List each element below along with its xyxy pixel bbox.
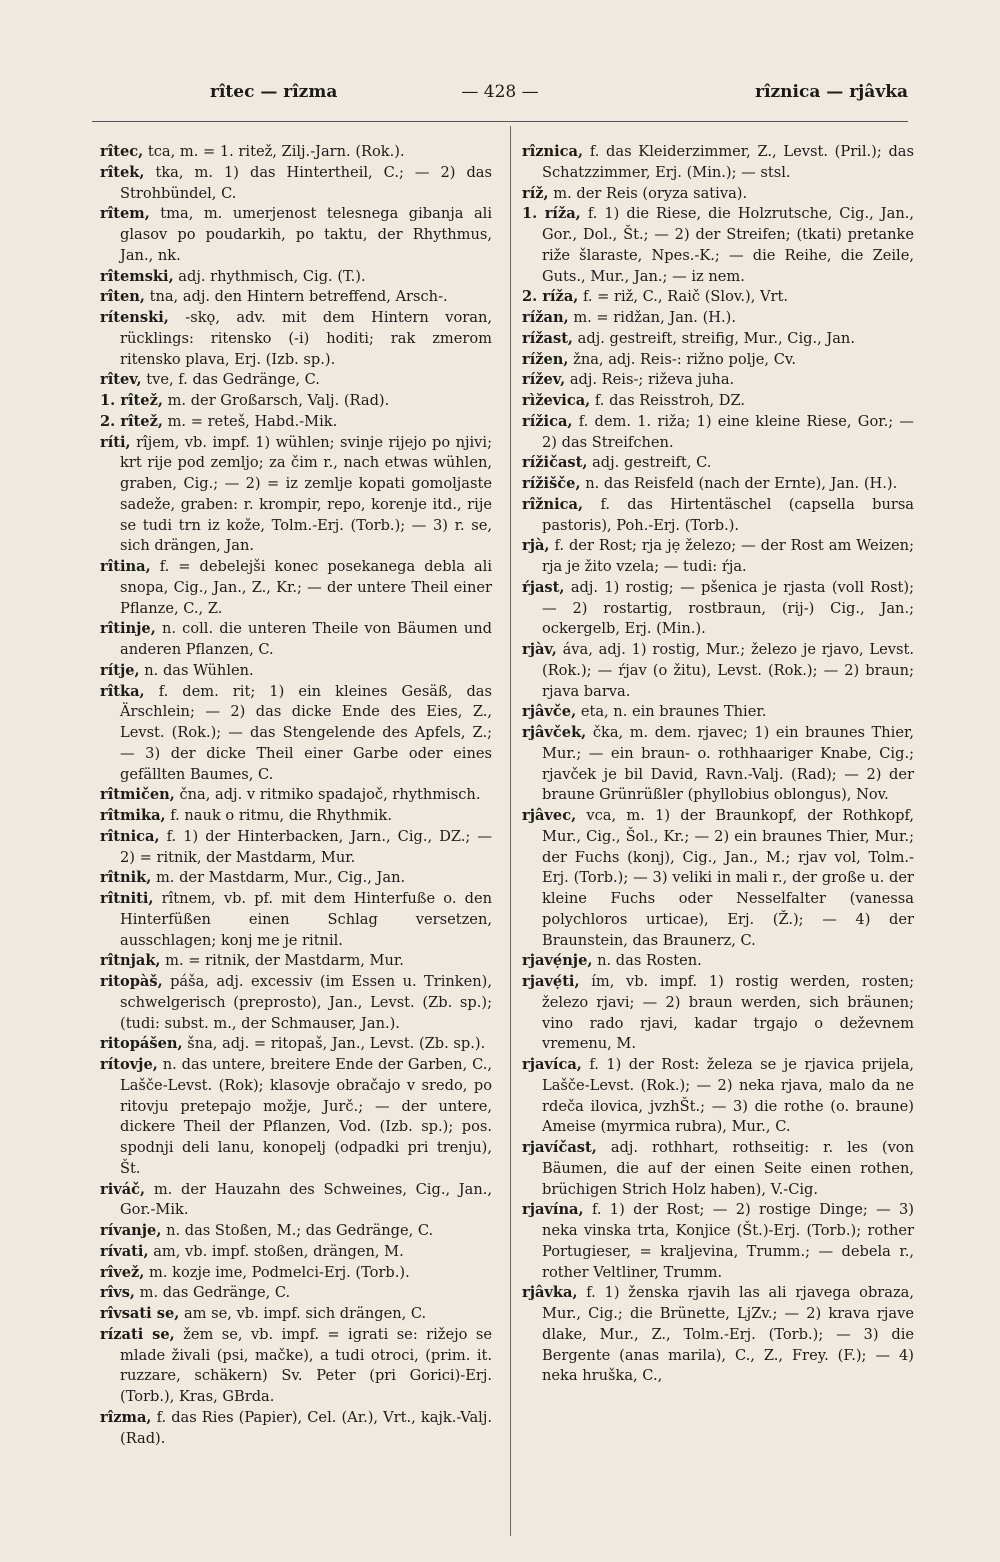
entry-definition: n. das Rosten. bbox=[597, 952, 702, 970]
page-number: — 428 — bbox=[461, 82, 539, 102]
entry-headword: ritopášen, bbox=[100, 1035, 183, 1053]
entry-headword: rîtnica, bbox=[100, 827, 160, 845]
entry-definition: f. dem. 1. riža; 1) eine kleine Riese, Gor.; — 2) das Streifchen. bbox=[542, 412, 914, 451]
entry-definition: m. der Mastdarm, Mur., Cig., Jan. bbox=[155, 869, 406, 887]
entry-headword: rjâvče, bbox=[522, 703, 577, 721]
dictionary-entry bbox=[522, 1138, 914, 1200]
entry-headword: rîtemski, bbox=[100, 267, 174, 285]
entry-definition: f. 1) der Rost: železa se je rjavica prijela, Lašče-Levst. (Rok.); — 2) neka rjava, malo da ne rdeča ilovica, jvzhŠt.; — 3) die rothe (o. braune) Ameise (myrmica rubra), Mur., C. bbox=[542, 1056, 914, 1136]
entry-headword: rîvež, bbox=[100, 1263, 145, 1281]
dictionary-entry bbox=[522, 806, 914, 951]
entry-headword: rítenski, bbox=[100, 309, 169, 326]
dictionary-entry bbox=[522, 308, 914, 329]
entry-headword: rîtev, bbox=[100, 371, 142, 389]
dictionary-entry bbox=[100, 308, 492, 370]
entry-definition: tna, adj. den Hintern betreffend, Arsch-. bbox=[149, 288, 448, 306]
dictionary-entry bbox=[100, 370, 492, 391]
entry-headword: rîtnik, bbox=[100, 869, 152, 887]
entry-headword: rîtek, bbox=[100, 163, 145, 181]
entry-headword: rîtka, bbox=[100, 682, 145, 700]
entry-headword: rîznica, bbox=[522, 143, 584, 160]
entry-definition: f. das Ries (Papier), Cel. (Ar.), Vrt., kajk.-Valj. (Rad). bbox=[120, 1408, 492, 1447]
entry-headword: rížišče, bbox=[522, 475, 581, 492]
entry-headword: rîtniti, bbox=[100, 890, 154, 907]
entry-definition: adj. rhythmisch, Cig. (T.). bbox=[178, 267, 366, 285]
dictionary-entry bbox=[100, 951, 492, 972]
dictionary-entry bbox=[100, 1263, 492, 1284]
entry-definition: m. = reteš, Habd.-Mik. bbox=[167, 412, 338, 430]
dictionary-entry bbox=[100, 1180, 492, 1222]
entry-definition: m. der Hauzahn des Schweines, Cig., Jan., Gor.-Mik. bbox=[120, 1180, 492, 1219]
right-column bbox=[522, 142, 914, 1542]
entry-headword: rîvsati se, bbox=[100, 1305, 180, 1322]
dictionary-entry bbox=[100, 412, 492, 433]
header-rule bbox=[92, 121, 908, 122]
dictionary-entry bbox=[100, 287, 492, 308]
dictionary-entry bbox=[100, 661, 492, 682]
entry-definition: rîtnem, vb. pf. mit dem Hinterfuße o. den Hinterfüßen einen Schlag versetzen, ausschlagen; konj me je ritnil. bbox=[120, 890, 492, 949]
entry-definition: f. nauk o ritmu, die Rhythmik. bbox=[170, 807, 393, 824]
dictionary-entry bbox=[100, 619, 492, 661]
entry-definition: adj. gestreift, streifig, Mur., Cig., Jan. bbox=[577, 329, 855, 347]
dictionary-entry bbox=[522, 536, 914, 578]
dictionary-entry bbox=[100, 1055, 492, 1180]
dictionary-entry bbox=[100, 1304, 492, 1325]
entry-headword: rížen, bbox=[522, 350, 569, 368]
entry-definition: n. coll. die unteren Theile von Bäumen und anderen Pflanzen, C. bbox=[120, 620, 492, 658]
entry-definition: eta, n. ein braunes Thier. bbox=[580, 703, 767, 721]
entry-headword: rjavẹ́nje, bbox=[522, 952, 593, 970]
entry-headword: rívati, bbox=[100, 1242, 149, 1260]
dictionary-entry bbox=[522, 391, 914, 412]
entry-headword: rjâvček, bbox=[522, 724, 587, 741]
entry-definition: f. 1) der Hinterbacken, Jarn., Cig., DZ.; — 2) = ritnik, der Mastdarm, Mur. bbox=[120, 827, 492, 866]
entry-definition: adj. 1) rostig; — pšenica je rjasta (voll Rost); — 2) rostartig, rostbraun, (rij-) Cig., Jan.; ockergelb, Erj. (Min.). bbox=[542, 578, 914, 638]
dictionary-entry bbox=[522, 350, 914, 371]
dictionary-entry bbox=[522, 702, 914, 723]
entry-definition: m. der Großarsch, Valj. (Rad). bbox=[167, 392, 390, 409]
entry-headword: rîtem, bbox=[100, 205, 150, 223]
entry-headword: rîten, bbox=[100, 288, 145, 306]
entry-headword: 1. rîtež, bbox=[100, 392, 163, 409]
entry-headword: rjâvec, bbox=[522, 807, 577, 824]
entry-headword: rîvs, bbox=[100, 1284, 136, 1302]
dictionary-entry bbox=[522, 184, 914, 205]
dictionary-entry bbox=[100, 785, 492, 806]
entry-definition: f. 1) der Rost; — 2) rostige Dinge; — 3) neka vinska trta, Konjice (Št.)-Erj. (Torb.); rother Portugieser, = kraljevina, Trumm.; — debela r., rother Veltliner, Trumm. bbox=[542, 1201, 914, 1281]
dictionary-entry bbox=[522, 329, 914, 350]
entry-definition: páša, adj. excessiv (im Essen u. Trinken), schwelgerisch (preprosto), Jan., Levst. (Zb. sp.); (tudi: subst. m., der Schmauser, Jan.). bbox=[120, 973, 492, 1032]
entry-definition: vca, m. 1) der Braunkopf, der Rothkopf, Mur., Cig., Šol., Kr.; — 2) ein braunes Thier, Mur.; der Fuchs (konj), Cig., Jan., M.; rjav vol, Tolm.-Erj. (Torb.); — 3) veliki in mali r., der große u. der kleine Fuchs oder Nesselfalter (vanessa polychloros urticae), Erj. (Ž.); — 4) der Braunstein, das Braunerz, C. bbox=[542, 807, 914, 949]
entry-headword: rjavẹ́ti, bbox=[522, 973, 580, 990]
dictionary-entry bbox=[522, 474, 914, 495]
entry-definition: f. = debelejši konec posekanega debla ali snopa, Cig., Jan., Z., Kr.; — der untere Theil einer Pflanze, C., Z. bbox=[120, 558, 492, 617]
dictionary-entry bbox=[100, 868, 492, 889]
entry-definition: f. 1) die Riese, die Holzrutsche, Cig., Jan., Gor., Dol., Št.; — 2) der Streifen; (tkati) pretanke riže šlaraste, Npes.-K.; — die Reihe, die Zeile, Guts., Mur., Jan.; — iz nem. bbox=[542, 205, 914, 285]
dictionary-entry bbox=[100, 827, 492, 869]
page-header bbox=[92, 78, 908, 118]
entry-headword: rízati se, bbox=[100, 1325, 175, 1343]
entry-definition: čka, m. dem. rjavec; 1) ein braunes Thier, Mur.; — ein braun- o. rothhaariger Knabe, Cig.; rjavček je bil David, Ravn.-Valj. (Rad); — 2) der braune Grünrüßler (phyllobius oblongus), Nov. bbox=[542, 724, 914, 804]
entry-definition: žna, adj. Reis-: rižno polje, Cv. bbox=[573, 350, 797, 368]
entry-headword: 1. ríža, bbox=[522, 205, 581, 223]
dictionary-entry bbox=[100, 163, 492, 205]
entry-headword: 2. rîtež, bbox=[100, 412, 163, 430]
entry-definition: f. = riž, C., Raič (Slov.), Vrt. bbox=[583, 288, 789, 306]
entry-headword: rîtnjak, bbox=[100, 952, 161, 970]
dictionary-entry bbox=[100, 557, 492, 619]
entry-definition: n. das untere, breitere Ende der Garben, C., Lašče-Levst. (Rok); klasovje obračajo v sredo, po ritovju pretepajo možje, Jurč.; — der untere, dickere Theil der Pflanzen, Vod. (Izb. sp.); pos. spodnji deli lanu, konopelj (odpadki pri trenju), Št. bbox=[120, 1056, 492, 1177]
entry-headword: rjavíca, bbox=[522, 1056, 582, 1073]
entry-definition: f. dem. rit; 1) ein kleines Gesäß, das Ärschlein; — 2) das dicke Ende des Eies, Z., Levst. (Rok.); — das Stengelende des Apfels, Z.; — 3) der dicke Theil einer Garbe oder eines gefällten Baumes, C. bbox=[120, 682, 492, 783]
entry-headword: riváč, bbox=[100, 1180, 146, 1198]
dictionary-entry bbox=[100, 142, 492, 163]
entry-headword: rîtec, bbox=[100, 143, 144, 160]
entry-headword: rîtmičen, bbox=[100, 786, 175, 804]
dictionary-entry bbox=[100, 267, 492, 288]
entry-definition: m. = ritnik, der Mastdarm, Mur. bbox=[165, 952, 404, 970]
dictionary-entry bbox=[100, 1242, 492, 1263]
entry-definition: f. 1) ženska rjavih las ali rjavega obraza, Mur., Cig.; die Brünette, LjZv.; — 2) krava rjave dlake, Mur., Z., Tolm.-Erj. (Torb.); — 3) die Bergente (anas marila), C., Z., Frey. (F.); — 4) neka hruška, C., bbox=[542, 1284, 914, 1385]
entry-headword: ŕjast, bbox=[522, 578, 565, 596]
entry-definition: adj. Reis-; riževa juha. bbox=[569, 371, 735, 389]
dictionary-entry bbox=[100, 1221, 492, 1242]
entry-definition: f. der Rost; rja jẹ železo; — der Rost am Weizen; rja je žito vzela; — tudi: ŕja. bbox=[542, 537, 914, 575]
dictionary-entry bbox=[100, 1034, 492, 1055]
entry-definition: m. kozje ime, Podmelci-Erj. (Torb.). bbox=[149, 1263, 410, 1281]
entry-headword: rìževica, bbox=[522, 392, 591, 409]
entry-definition: tka, m. 1) das Hintertheil, C.; — 2) das Strohbündel, C. bbox=[120, 163, 492, 202]
dictionary-entry bbox=[100, 433, 492, 558]
entry-definition: m. der Reis (oryza sativa). bbox=[553, 184, 748, 202]
entry-headword: rîtina, bbox=[100, 558, 151, 575]
entry-definition: čna, adj. v ritmiko spadajoč, rhythmisch. bbox=[179, 786, 481, 804]
entry-definition: am se, vb. impf. sich drängen, C. bbox=[183, 1305, 427, 1322]
entry-headword: ríti, bbox=[100, 433, 131, 451]
entry-headword: rîtmika, bbox=[100, 807, 166, 824]
entry-definition: m. = ridžan, Jan. (H.). bbox=[573, 309, 736, 326]
dictionary-entry bbox=[522, 1283, 914, 1387]
dictionary-entry bbox=[100, 1325, 492, 1408]
entry-headword: ríž, bbox=[522, 184, 549, 202]
dictionary-entry bbox=[100, 806, 492, 827]
dictionary-entry bbox=[100, 1408, 492, 1450]
dictionary-entry bbox=[522, 972, 914, 1055]
dictionary-entry bbox=[522, 287, 914, 308]
header-right-guide-words: rîznica — rjâvka bbox=[755, 82, 908, 102]
dictionary-entry bbox=[522, 142, 914, 184]
entry-definition: -skǫ, adv. mit dem Hintern voran, rücklings: ritensko (-i) hoditi; rak zmerom ritensko plava, Erj. (Izb. sp.). bbox=[120, 309, 492, 368]
dictionary-entry bbox=[522, 1055, 914, 1138]
dictionary-entry bbox=[522, 412, 914, 454]
entry-definition: rîjem, vb. impf. 1) wühlen; svinje rijejo po njivi; krt rije pod zemljo; za čim r., nach etwas wühlen, graben, Cig.; — 2) = iz zemlje kopati gomoljaste sadeže, graben: r. krompir, repo, korenje itd., rije se tudi trn iz kože, Tolm.-Erj. (Torb.); — 3) r. se, sich drängen, Jan. bbox=[120, 433, 492, 555]
entry-definition: am, vb. impf. stoßen, drängen, M. bbox=[153, 1242, 404, 1260]
dictionary-entry bbox=[100, 1283, 492, 1304]
entry-headword: ritopàš, bbox=[100, 973, 163, 990]
entry-headword: rížica, bbox=[522, 412, 573, 430]
dictionary-entry bbox=[522, 951, 914, 972]
entry-definition: n. das Reisfeld (nach der Ernte), Jan. (H.). bbox=[585, 475, 898, 492]
entry-definition: f. das Kleiderzimmer, Z., Levst. (Pril.); das Schatzzimmer, Erj. (Min.); — stsl. bbox=[542, 143, 914, 181]
entry-headword: rítovje, bbox=[100, 1056, 158, 1073]
dictionary-entry bbox=[522, 204, 914, 287]
entry-headword: rjâvka, bbox=[522, 1284, 578, 1302]
entry-headword: rjà, bbox=[522, 537, 550, 555]
entry-definition: adj. rothhart, rothseitig: r. les (von Bäumen, die auf der einen Seite einen rothen, brüchigen Strich Holz haben), V.-Cig. bbox=[542, 1139, 914, 1198]
entry-headword: rívanje, bbox=[100, 1222, 162, 1239]
entry-headword: rítje, bbox=[100, 661, 140, 679]
entry-headword: rížev, bbox=[522, 371, 566, 389]
dictionary-entry bbox=[522, 495, 914, 537]
dictionary-entry bbox=[522, 723, 914, 806]
entry-definition: adj. gestreift, C. bbox=[592, 454, 712, 472]
entry-definition: tve, f. das Gedränge, C. bbox=[146, 371, 320, 389]
entry-definition: žem se, vb. impf. = igrati se: rižejo se mlade živali (psi, mačke), a tudi otroci, (prim. it. ruzzare, schäkern) Sv. Peter (pri Gorici)-Erj. (Torb.), Kras, GBrda. bbox=[120, 1325, 492, 1405]
dictionary-entry bbox=[522, 640, 914, 702]
dictionary-entry bbox=[100, 682, 492, 786]
dictionary-entry bbox=[100, 204, 492, 266]
entry-headword: rížan, bbox=[522, 309, 569, 326]
dictionary-entry bbox=[522, 578, 914, 640]
entry-headword: rjàv, bbox=[522, 641, 557, 658]
entry-headword: 2. ríža, bbox=[522, 288, 579, 306]
entry-definition: m. das Gedränge, C. bbox=[139, 1284, 291, 1302]
entry-definition: tca, m. = 1. ritež, Zilj.-Jarn. (Rok.). bbox=[147, 143, 405, 160]
entry-headword: rížičast, bbox=[522, 454, 588, 472]
entry-definition: n. das Stoßen, M.; das Gedränge, C. bbox=[166, 1222, 434, 1239]
dictionary-entry bbox=[522, 453, 914, 474]
dictionary-entry bbox=[522, 1200, 914, 1283]
dictionary-entry bbox=[522, 370, 914, 391]
entry-definition: tma, m. umerjenost telesnega gibanja ali glasov po poudarkih, po taktu, der Rhythmus, Jan., nk. bbox=[120, 205, 492, 264]
entry-definition: n. das Wühlen. bbox=[144, 661, 254, 679]
column-divider bbox=[510, 126, 511, 1536]
entry-definition: áva, adj. 1) rostig, Mur.; železo je rjavo, Levst. (Rok.); — ŕjav (o žitu), Levst. (Rok.); — 2) braun; rjava barva. bbox=[542, 641, 914, 700]
entry-definition: f. das Reisstroh, DZ. bbox=[594, 392, 746, 409]
dictionary-entry bbox=[100, 391, 492, 412]
entry-headword: rížast, bbox=[522, 329, 574, 347]
entry-definition: f. das Hirtentäschel (capsella bursa pastoris), Poh.-Erj. (Torb.). bbox=[542, 495, 914, 534]
entry-headword: rjavína, bbox=[522, 1201, 584, 1219]
entry-headword: rjavíčast, bbox=[522, 1139, 597, 1156]
entry-definition: šna, adj. = ritopaš, Jan., Levst. (Zb. sp.). bbox=[187, 1035, 486, 1053]
header-left-guide-words: rîtec — rîzma bbox=[210, 82, 338, 102]
dictionary-entry bbox=[100, 972, 492, 1034]
dictionary-entry bbox=[100, 889, 492, 951]
entry-definition: ím, vb. impf. 1) rostig werden, rosten; železo rjavi; — 2) braun werden, sich bräunen; vino rado rjavi, kadar trgajo o deževnem vremenu, M. bbox=[542, 973, 914, 1053]
entry-headword: rîžnica, bbox=[522, 495, 584, 513]
entry-headword: rîzma, bbox=[100, 1408, 152, 1426]
entry-headword: rîtinje, bbox=[100, 620, 156, 638]
left-column bbox=[100, 142, 492, 1542]
